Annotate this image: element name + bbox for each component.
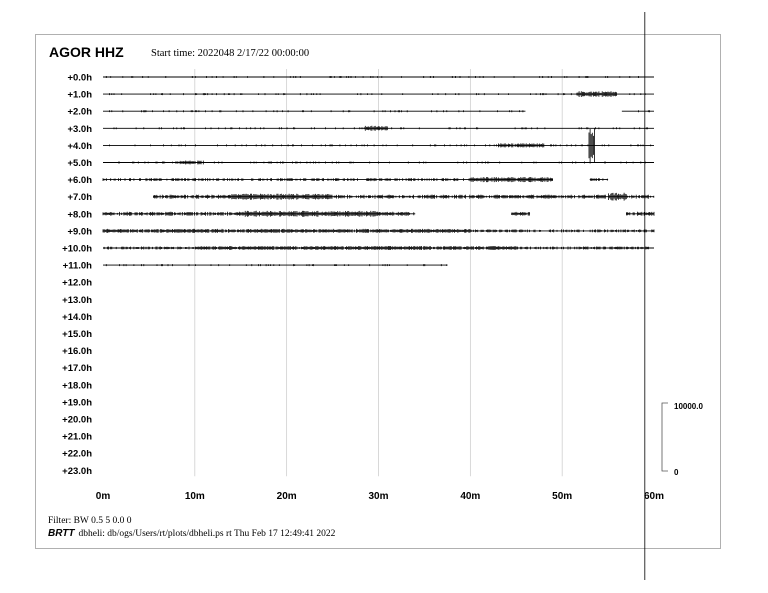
station-title: AGOR HHZ [49, 44, 124, 60]
trace-signal [154, 193, 654, 201]
org-label: BRTT [48, 528, 75, 539]
x-tick-label: 30m [368, 491, 389, 502]
row-label: +2.0h [67, 106, 92, 118]
row-label: +9.0h [67, 226, 92, 238]
scale-top-label: 10000.0 [674, 402, 703, 411]
x-tick-label: 50m [552, 491, 573, 502]
row-label: +20.0h [62, 414, 92, 426]
row-label: +5.0h [67, 158, 92, 169]
filter-text: Filter: BW 0.5 5 0.0 0 [48, 516, 132, 526]
row-label: +3.0h [67, 123, 92, 135]
row-label: +0.0h [67, 72, 92, 84]
row-label: +6.0h [67, 175, 92, 187]
x-tick-label: 20m [276, 491, 297, 502]
row-label: +21.0h [62, 431, 92, 443]
row-label: +14.0h [62, 311, 92, 323]
x-tick-label: 40m [460, 491, 481, 502]
row-label: +19.0h [62, 397, 92, 409]
x-tick-label: 0m [95, 491, 111, 502]
row-label: +23.0h [62, 465, 92, 477]
row-label: +4.0h [67, 140, 92, 152]
scale-bottom-label: 0 [674, 468, 679, 477]
scale-bar [662, 403, 668, 471]
x-tick-label: 10m [184, 491, 205, 502]
row-label: +15.0h [62, 329, 92, 340]
row-label: +17.0h [62, 363, 92, 375]
command-text: dbheli: db/ogs/Users/rt/plots/dbheli.ps rt Thu Feb 17 12:49:41 2022 [78, 529, 336, 539]
row-label: +22.0h [62, 448, 92, 460]
row-label: +11.0h [62, 260, 92, 272]
row-label: +1.0h [67, 89, 92, 101]
x-tick-label: 60m [643, 491, 665, 502]
row-label: +7.0h [67, 192, 92, 204]
trace-signal [103, 211, 414, 217]
row-label: +10.0h [62, 243, 92, 255]
row-label: +12.0h [62, 277, 92, 289]
row-label: +18.0h [62, 380, 92, 392]
row-label: +8.0h [67, 209, 92, 221]
row-label: +13.0h [62, 294, 92, 306]
start-time: Start time: 2022048 2/17/22 00:00:00 [151, 48, 310, 59]
row-label: +16.0h [62, 346, 92, 358]
footer-line [48, 528, 335, 539]
